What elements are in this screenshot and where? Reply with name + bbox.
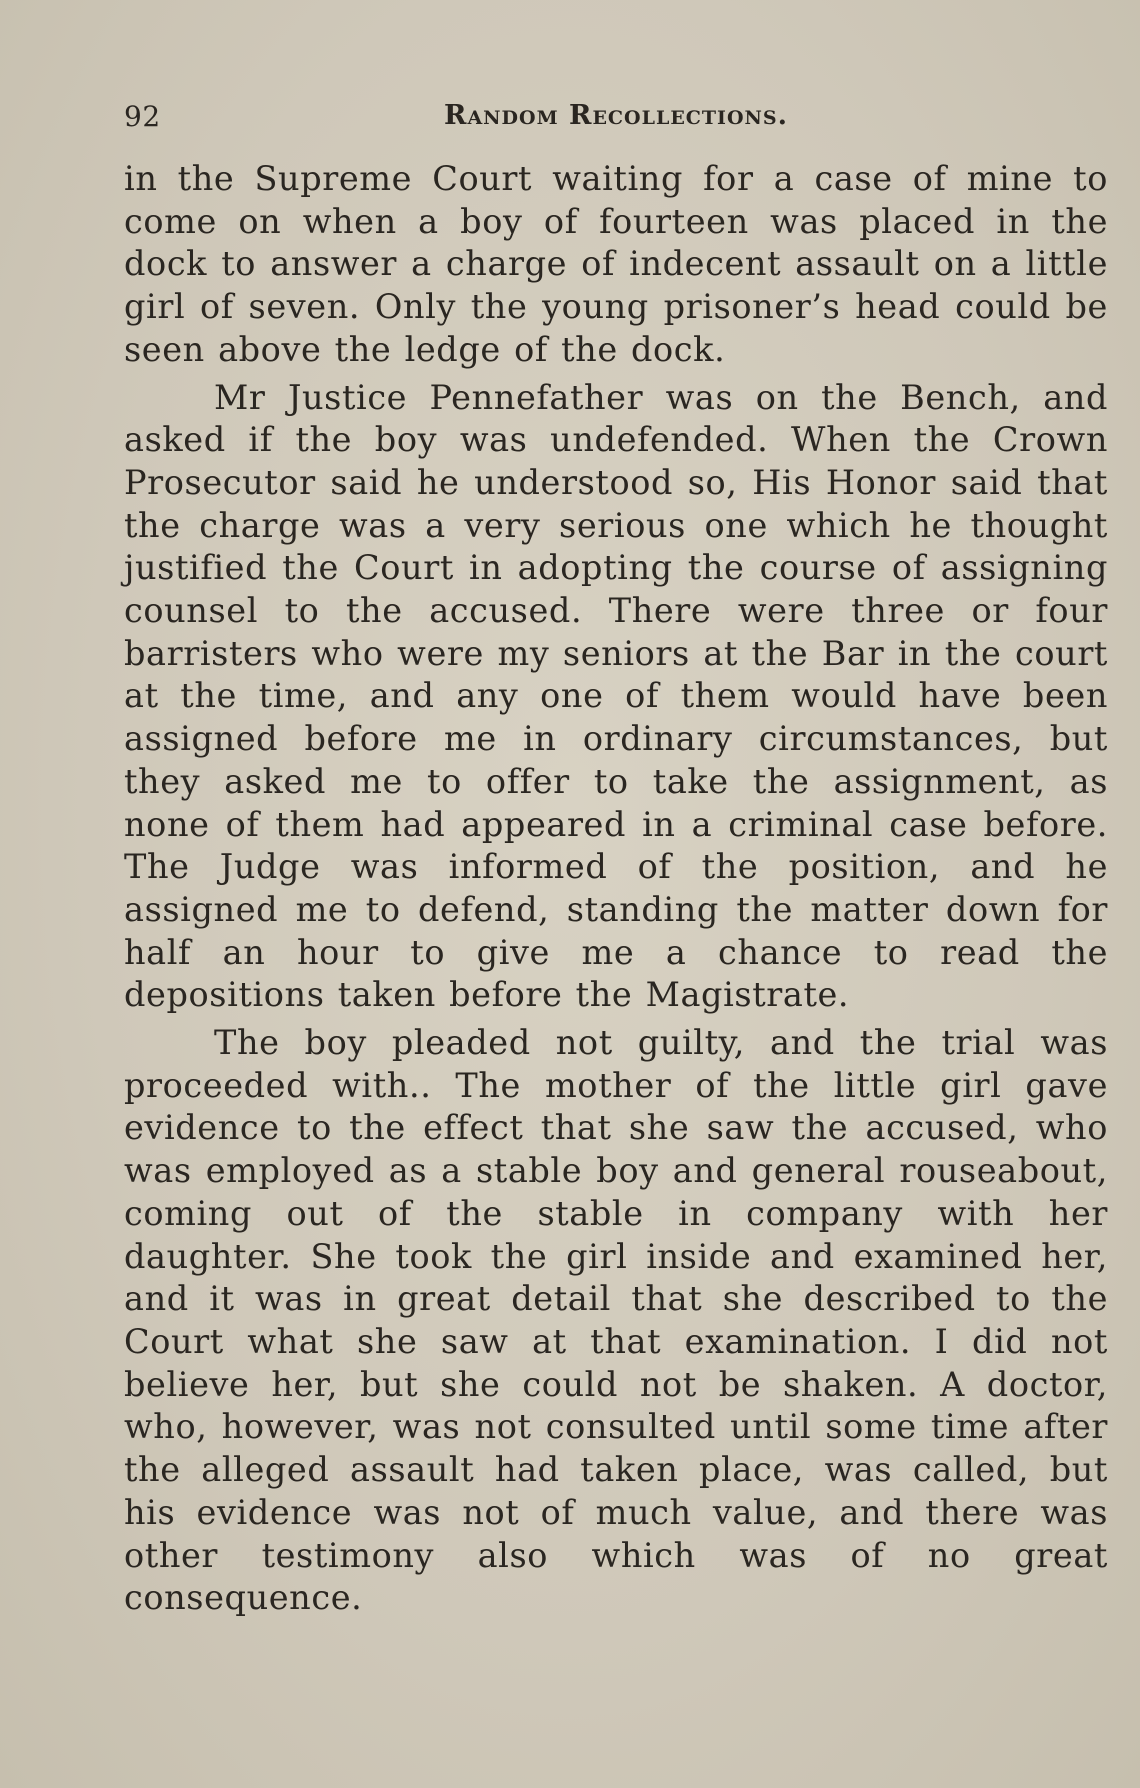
running-head — [124, 100, 1108, 140]
paragraph-continued: in the Supreme Court waiting for a case of mine to come on when a boy of fourteen was placed in the dock to answer a charge of indecent assault on a little girl of seven. Only the young prisoner’s head could be seen above the ledge of the dock. — [124, 159, 1108, 369]
body-text — [124, 158, 1108, 1620]
page-number: 92 — [124, 100, 161, 133]
running-title: Random Recollections. — [444, 100, 788, 131]
paragraph-justice-pennefather: Mr Justice Pennefather was on the Bench, and asked if the boy was undefended. When the Crown Prosecutor said he understood so, His Honor said that the charge was a very serious one which he thought justified the Court in adopting the course of assigning counsel to the accused. There were three or four barristers who were my seniors at the Bar in the court at the time, and any one of them would have been assigned before me in ordinary circumstances, but they asked me to offer to take the assignment, as none of them had appeared in a criminal case before. The Judge was informed of the position, and he assigned me to defend, standing the matter down for half an hour to give me a chance to read the depositions taken before the Magistrate. — [124, 377, 1108, 1015]
paragraph-trial: The boy pleaded not guilty, and the trial was proceeded with.. The mother of the little girl gave evidence to the effect that she saw the accused, who was employed as a stable boy and general rouseabout, coming out of the stable in company with her daughter. She took the girl inside and examined her, and it was in great detail that she described to the Court what she saw at that examination. I did not believe her, but she could not be shaken. A doctor, who, however, was not consulted until some time after the alleged assault had taken place, was called, but his evidence was not of much value, and there was other testimony also which was of no great consequence. — [124, 1023, 1108, 1618]
